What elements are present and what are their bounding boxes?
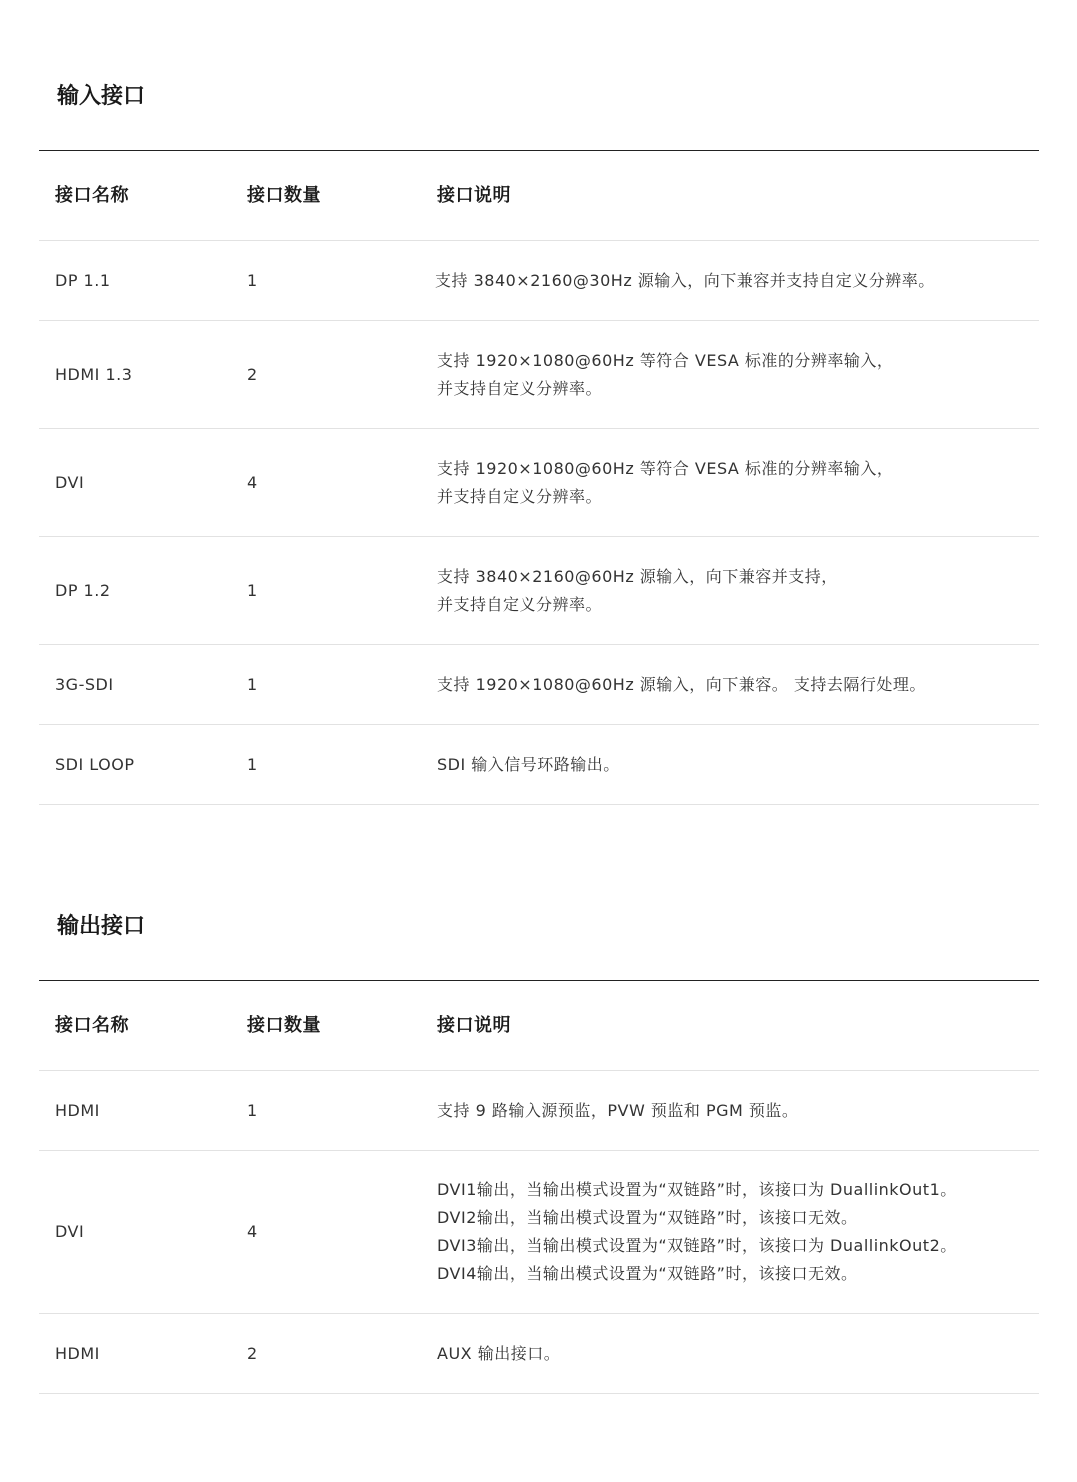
row-count: 1: [247, 580, 258, 600]
row-desc: 支持 9 路输入源预监，PVW 预监和 PGM 预监。: [437, 1100, 799, 1120]
row-count: 1: [247, 754, 258, 774]
row-desc: 支持 3840×2160@30Hz 源输入，向下兼容并支持自定义分辨率。: [435, 270, 935, 290]
table-row: [39, 645, 1039, 725]
row-desc: SDI 输入信号环路输出。: [437, 754, 620, 774]
header-desc: 接口说明: [437, 184, 511, 206]
table-header-row: [39, 151, 1039, 241]
row-name: 3G-SDI: [55, 674, 114, 694]
row-name: DP 1.1: [55, 270, 111, 290]
row-count: 2: [247, 364, 258, 384]
row-name: HDMI: [55, 1100, 100, 1120]
row-count: 1: [247, 270, 258, 290]
row-desc: AUX 输出接口。: [437, 1343, 561, 1363]
row-name: SDI LOOP: [55, 754, 135, 774]
header-name: 接口名称: [55, 1014, 129, 1036]
table-row: [39, 241, 1039, 321]
row-desc: 支持 1920×1080@60Hz 等符合 VESA 标准的分辨率输入， 并支持自定义分辨率。: [437, 350, 894, 398]
row-count: 4: [247, 472, 258, 492]
row-name: DVI: [55, 1222, 85, 1241]
input-table: [39, 150, 1039, 805]
header-count: 接口数量: [247, 1014, 321, 1036]
table-row: [39, 725, 1039, 805]
table-header-row: [39, 981, 1039, 1071]
header-desc: 接口说明: [437, 1014, 511, 1036]
table-row: [39, 1071, 1039, 1151]
row-name: HDMI: [55, 1343, 100, 1363]
table-row: [39, 1151, 1039, 1314]
header-count: 接口数量: [247, 184, 321, 206]
header-name: 接口名称: [55, 184, 129, 206]
row-name: DVI: [55, 472, 85, 492]
row-desc: 支持 3840×2160@60Hz 源输入，向下兼容并支持， 并支持自定义分辨率。: [437, 566, 838, 614]
row-count: 1: [247, 674, 258, 694]
row-desc: 支持 1920×1080@60Hz 等符合 VESA 标准的分辨率输入， 并支持自定义分辨率。: [437, 458, 894, 506]
row-desc: DVI1输出，当输出模式设置为“双链路”时，该接口为 DuallinkOut1。 DVI2输出，当输出模式设置为“双链路”时，该接口无效。 DVI3输出，当输出模式设置为“双链路”时，该接口为 DuallinkOut2。 DVI4输出，当输出模式设置为“双链路”时，该接口无效。: [437, 1180, 957, 1283]
output-section-title: 输出接口: [57, 914, 146, 939]
table-row: [39, 1314, 1039, 1394]
row-desc: 支持 1920×1080@60Hz 源输入，向下兼容。 支持去隔行处理。: [437, 674, 926, 694]
table-row: [39, 537, 1039, 645]
row-count: 4: [247, 1222, 258, 1241]
row-name: HDMI 1.3: [55, 364, 133, 384]
row-count: 1: [247, 1100, 258, 1120]
output-table: [39, 980, 1039, 1394]
table-row: [39, 429, 1039, 537]
input-section-title: 输入接口: [57, 84, 146, 109]
row-name: DP 1.2: [55, 580, 111, 600]
table-row: [39, 321, 1039, 429]
row-count: 2: [247, 1343, 258, 1363]
